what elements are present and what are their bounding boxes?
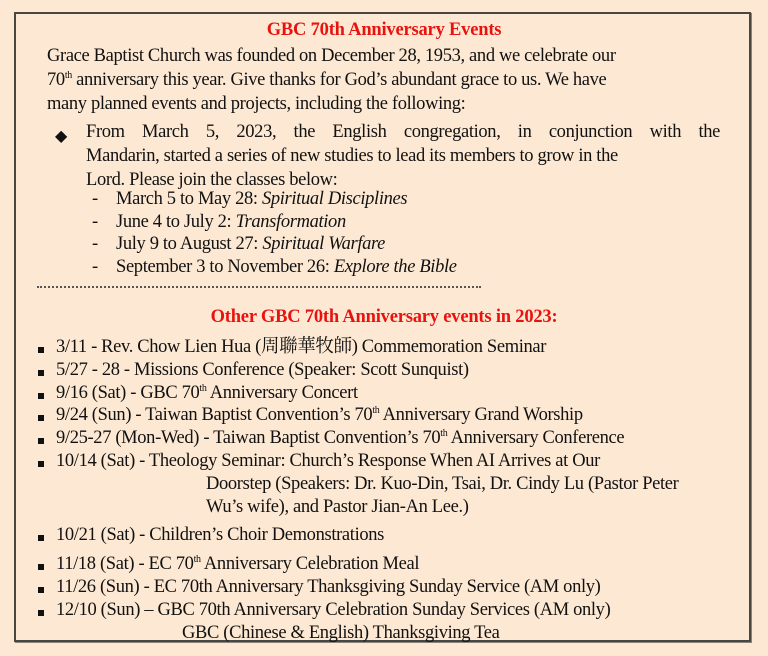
ordinal-suffix: th: [64, 70, 72, 81]
main-heading: GBC 70th Anniversary Events: [266, 20, 502, 40]
event-text: 10/21 (Sat) - Children’s Choir Demonstrations: [56, 525, 385, 546]
class-title: Transformation: [235, 211, 346, 232]
ordinal-suffix: th: [199, 382, 207, 394]
event-item: [0, 553, 768, 576]
event-item: [0, 359, 768, 382]
event-item: [0, 524, 768, 547]
class-title: Explore the Bible: [333, 256, 457, 277]
ordinal-suffix: th: [440, 428, 448, 440]
dash-bullet-icon: -: [92, 189, 98, 209]
intro-line-2-text: anniversary this year. Give thanks for God’s abundant grace to us. We have: [71, 70, 607, 90]
square-bullet-icon: [38, 461, 44, 467]
event-text: 9/16 (Sat) - GBC 70: [56, 382, 200, 403]
class-title: Spiritual Disciplines: [261, 189, 408, 209]
event-item: [0, 427, 768, 450]
event-text: Anniversary Conference: [447, 428, 625, 449]
intro-line-2: [47, 68, 747, 92]
class-item: [92, 211, 457, 234]
event-text: Anniversary Celebration Meal: [200, 554, 420, 575]
square-bullet-icon: [38, 438, 44, 444]
studies-bullet: [86, 120, 720, 192]
square-bullet-icon: [38, 370, 44, 376]
square-bullet-icon: [38, 535, 44, 541]
intro-number: 70: [47, 70, 65, 90]
square-bullet-icon: [38, 393, 44, 399]
class-dates: September 3 to November 26:: [116, 256, 334, 277]
dash-bullet-icon: -: [92, 234, 98, 254]
event-text-continued: Doorstep (Speakers: Dr. Kuo-Din, Tsai, Dr. Cindy Lu (Pastor Peter: [206, 473, 679, 494]
event-text: Anniversary Concert: [206, 382, 358, 403]
studies-line-2: Mandarin, started a series of new studies to lead its members to grow in the: [86, 146, 618, 166]
studies-line-1: From March 5, 2023, the English congregation, in conjunction with the: [86, 122, 720, 142]
event-item: [0, 450, 768, 518]
dotted-separator: [37, 286, 481, 288]
diamond-bullet-icon: ◆: [55, 128, 68, 145]
event-item: [0, 404, 768, 427]
dash-bullet-icon: -: [92, 211, 98, 232]
class-dates: July 9 to August 27:: [116, 234, 263, 254]
class-item: [92, 256, 457, 279]
event-text: 9/25-27 (Mon-Wed) - Taiwan Baptist Convention’s 70: [56, 428, 441, 449]
event-text: Anniversary Grand Worship: [379, 405, 583, 426]
intro-line-3: many planned events and projects, including the following:: [47, 94, 466, 114]
event-text: 12/10 (Sun) – GBC 70th Anniversary Celebration Sunday Services (AM only): [56, 599, 611, 620]
event-item: [0, 576, 768, 599]
event-item: [0, 336, 768, 359]
event-item: [0, 599, 768, 645]
event-item: [0, 382, 768, 405]
class-dates: June 4 to July 2:: [116, 211, 236, 232]
square-bullet-icon: [38, 610, 44, 616]
studies-line-3: Lord. Please join the classes below:: [86, 170, 338, 190]
event-text: 11/18 (Sat) - EC 70: [56, 554, 194, 575]
intro-paragraph: [47, 44, 747, 116]
event-text: 9/24 (Sun) - Taiwan Baptist Convention’s 70: [56, 405, 373, 426]
class-list: [92, 188, 457, 278]
ordinal-suffix: th: [193, 554, 201, 566]
event-text-continued: Wu’s wife), and Pastor Jian-An Lee.): [206, 496, 469, 517]
class-item: [92, 188, 457, 211]
square-bullet-icon: [38, 564, 44, 570]
event-text: 11/26 (Sun) - EC 70th Anniversary Thanksgiving Sunday Service (AM only): [56, 576, 601, 597]
event-text-continued: GBC (Chinese & English) Thanksgiving Tea: [182, 622, 500, 643]
intro-line-1: Grace Baptist Church was founded on December 28, 1953, and we celebrate our: [47, 46, 616, 66]
class-item: [92, 233, 457, 256]
square-bullet-icon: [38, 415, 44, 421]
other-events-heading: Other GBC 70th Anniversary events in 2023:: [210, 307, 558, 327]
event-text: 3/11 - Rev. Chow Lien Hua (周聯華牧師) Commemoration Seminar: [56, 337, 547, 357]
event-text: 5/27 - 28 - Missions Conference (Speaker: Scott Sunquist): [56, 359, 469, 380]
class-title: Spiritual Warfare: [262, 234, 386, 254]
class-dates: March 5 to May 28:: [116, 189, 262, 209]
dash-bullet-icon: -: [92, 256, 98, 277]
square-bullet-icon: [38, 587, 44, 593]
ordinal-suffix: th: [372, 405, 380, 417]
square-bullet-icon: [38, 347, 44, 353]
events-list: [0, 336, 768, 644]
event-text: 10/14 (Sat) - Theology Seminar: Church’s Response When AI Arrives at Our: [56, 450, 600, 471]
